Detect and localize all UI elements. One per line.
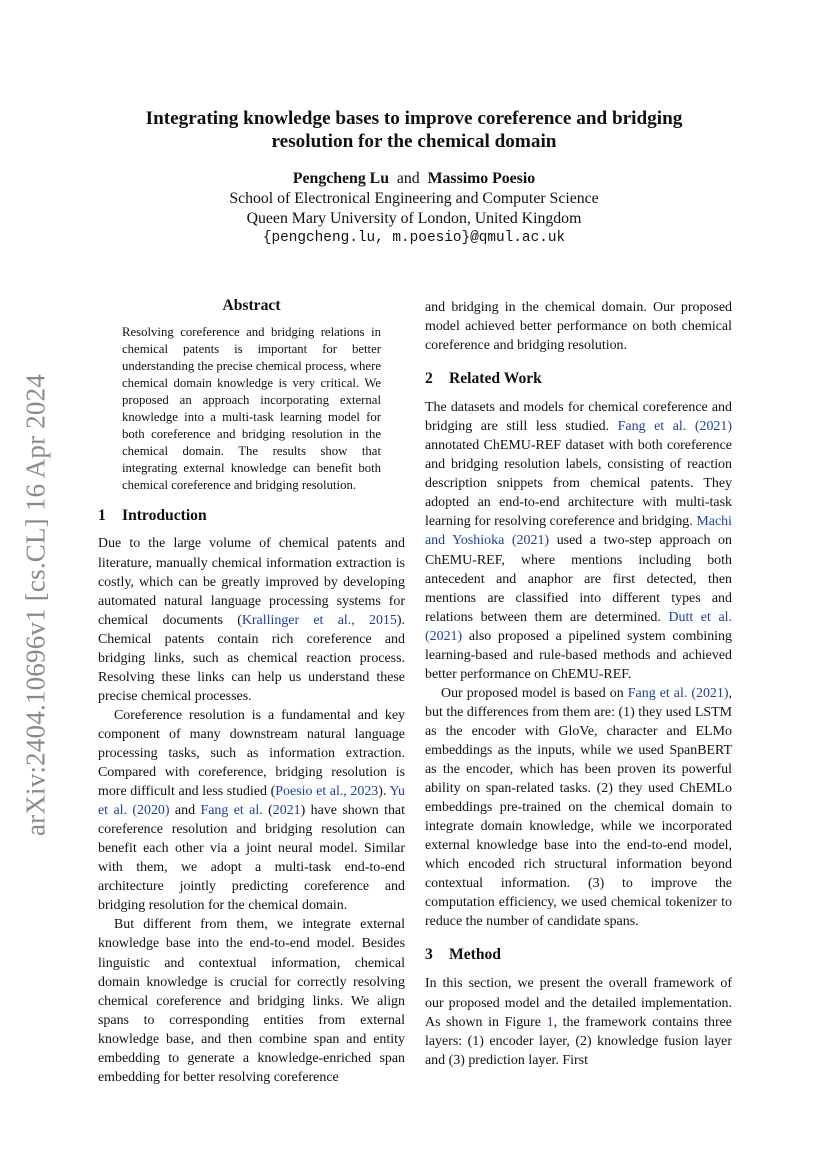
text-run: In this section, we present the overall framework of our proposed model and the detailed implementation. As shown in Figure [425,976,732,1030]
related-paragraph-1 [425,398,732,684]
section-title: Related Work [449,370,542,388]
method-paragraph-1 [425,974,732,1069]
citation-link[interactable]: Poesio et al., 2023 [275,784,379,800]
citation-link[interactable]: Machi and Yoshioka (2021) [425,514,732,549]
section-title: Introduction [122,507,207,525]
text-run: and [169,803,201,819]
abstract-heading: Abstract [222,297,281,314]
affiliation-2: Queen Mary University of London, United Kingdom [246,210,582,227]
section-number: 2 [425,370,433,388]
figure-link[interactable]: 1 [546,1014,554,1030]
abstract-text: Resolving coreference and bridging relations in chemical patents is important for better understanding the precise chemical process, where chemical domain knowledge is very critical. We proposed an approach incorporating external knowledge into a multi-task learning model for both coreference and bridging resolution in the chemical domain. The results show that integrating external knowledge can benefit both chemical coreference and bridging resolution. [122,325,381,493]
text-run: also proposed a pipelined system combining learning-based and rule-based methods and achieved better performance on ChEMU-REF. [425,628,732,682]
text-run: ( [262,803,273,819]
text-run: annotated ChEMU-REF dataset with both coreference and bridging resolution labels, consisting of reaction description snippets from chemical patents. They adopted an end-to-end architecture with multi-task learning for resolving coreference and bridging. [425,438,732,530]
paper-title [100,107,728,153]
text-run: ). [378,784,390,800]
author-1: Pengcheng Lu [292,170,389,187]
intro-paragraph-3: But different from them, we integrate external knowledge base into the end-to-end model. Besides linguistic and contextual information, chemical domain knowledge is crucial for correctly resolving chemical coreference and bridging links. We align spans to corresponding entities from external knowledge base, and then combine span and entity embedding to generate a knowledge-enriched span embedding for better resolving coreference [98,917,405,1085]
citation-link[interactable]: Fang et al. (2021) [617,419,732,435]
text-run: Our proposed model is based on [441,685,628,701]
citation-link[interactable]: Yu et al. (2020) [98,784,406,819]
text-run: , but the differences from them are: (1) they used LSTM as the encoder with GloVe, character and ELMo embeddings as the inputs, while we used SpanBERT as the encoder, which has been proven its powerful ability on span-related tasks. (2) they used ChEMLo embeddings pre-trained on the chemical domain to integrate domain knowledge, while we incorporated external knowledge base into the end-to-end model, which encoded rich structural information beyond contextual information. (3) to improve the computation efficiency, we used chemical tokenizer to reduce the number of candidate spans. [425,685,732,930]
citation-link[interactable]: 2021 [272,803,301,819]
author-separator [420,170,424,187]
section-title: Method [449,946,501,964]
citation-link[interactable]: Krallinger et al., 2015 [241,612,397,628]
paper-header [100,107,728,248]
affiliation-1: School of Electronical Engineering and Computer Science [229,190,599,207]
intro-paragraph-2 [98,706,405,916]
text-run: ). Chemical patents contain rich coreference and bridging links, such as chemical reaction process. Resolving these links can help us understand these precise chemical processes. [98,612,405,704]
title-line-2: resolution for the chemical domain [271,131,557,152]
title-line-1: Integrating knowledge bases to improve coreference and bridging [145,108,683,129]
intro-paragraph-1 [98,534,405,705]
related-paragraph-2 [425,684,732,932]
author-email: {pengcheng.lu, m.poesio}@qmul.ac.uk [262,230,566,246]
text-run: ) have shown that coreference resolution and bridging resolution can benefit each other via a joint neural model. Similar with them, we adopt a multi-task end-to-end architecture jointly predicting coreference and bridging resolution for the chemical domain. [98,803,405,914]
continued-paragraph: and bridging in the chemical domain. Our proposed model achieved better performance on both chemical coreference and bridging resolution. [425,300,732,354]
section-heading-method [425,945,732,965]
section-heading-related-work [425,369,732,389]
text-run: Due to the large volume of chemical patents and literature, manually chemical information extraction is costly, which can be greatly improved by developing automated natural language processing systems for chemical documents ( [98,536,405,628]
right-column [425,298,732,1070]
authors [100,169,728,189]
author-and: and [396,170,420,187]
text-run: Coreference resolution is a fundamental and key component of many downstream natural language processing tasks, such as information extraction. Compared with coreference, bridging resolution is more difficult and less studied ( [98,707,405,800]
arxiv-id: arXiv:2404.10696v1 [cs.CL] 16 Apr 2024 [20,373,51,837]
section-number: 1 [98,507,106,525]
section-number: 3 [425,946,433,964]
text-run: used a two-step approach on ChEMU-REF, where mentions including both antecedent and anaphor are first detected, then mentions are classified into different types and relations between them are determined. [425,533,732,625]
citation-link[interactable]: Fang et al. [200,803,263,819]
citation-link[interactable]: Dutt et al. (2021) [425,609,732,644]
section-heading-introduction [98,506,405,526]
text-run: The datasets and models for chemical coreference and bridging are still less studied. [425,400,732,435]
text-run: , the framework contains three layers: (1) encoder layer, (2) knowledge fusion layer and (3) prediction layer. First [425,1014,732,1068]
author-2: Massimo Poesio [427,170,536,187]
arxiv-stamp [18,360,54,850]
left-column [98,296,405,1087]
citation-link[interactable]: Fang et al. (2021) [627,685,729,701]
